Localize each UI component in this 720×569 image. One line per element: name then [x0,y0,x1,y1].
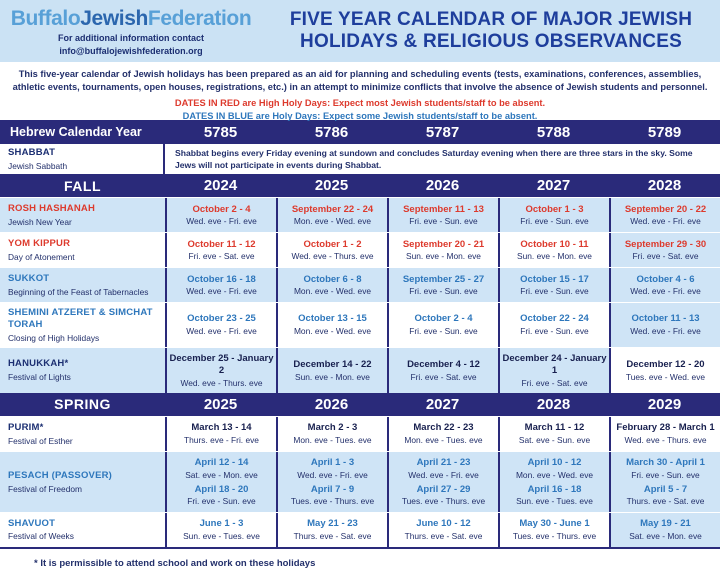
holiday-dates: October 2 - 4 [414,313,473,325]
holiday-dates: March 2 - 3 [307,422,358,434]
hebrew-year-5788: 5788 [536,123,571,141]
spring-year-2025: 2025 [203,395,238,413]
holiday-subtitle: Festival of Weeks [8,531,74,542]
holiday-eve-days: Wed. eve - Thurs. eve [291,251,374,262]
holiday-eve-days: Fri. eve - Sun. eve [520,286,589,297]
intro-paragraph: This five-year calendar of Jewish holidays has been prepared as an aid for planning and scheduling events (tests, examinations, conferences, assemblies, athletic events, tournaments, open houses, registrations, etc.) in an attempt to minimize conflicts that involve the absence of Jewish students and personnel. [12,69,708,93]
holiday-eve-days: Tues. eve - Thurs. eve [512,530,597,541]
calendar-table [0,120,720,549]
holiday-eve-days: Wed. eve - Fri. eve [630,286,701,297]
date-cell [498,452,609,512]
holiday-eve-days: Wed. eve - Fri. eve [630,216,701,227]
date-cell [387,198,498,232]
holiday-eve-days: Sun. eve - Tues. eve [516,496,593,507]
observance-period [629,518,702,541]
date-cell [276,233,387,267]
date-cell [165,233,276,267]
holiday-dates: April 1 - 3 [310,456,355,468]
holiday-label-cell [0,303,165,347]
holiday-eve-days: Wed. eve - Fri. eve [630,326,701,337]
spring-holiday-row [0,416,720,451]
date-cell [165,348,276,393]
date-cell [276,348,387,393]
holiday-dates: April 10 - 12 [527,456,582,468]
holiday-eve-days: Tues. eve - Thurs. eve [401,496,486,507]
holiday-eve-days: Mon. eve - Wed. eve [293,286,372,297]
holiday-name: SUKKOT [8,273,50,285]
observance-period [625,239,706,262]
fall-year-2026: 2026 [425,177,460,194]
holiday-eve-days: Fri. eve - Sun. eve [409,326,478,337]
holiday-name: PESACH (PASSOVER) [8,469,113,481]
hebrew-year-bar [0,120,720,144]
fall-holiday-row [0,232,720,267]
holiday-eve-days: Tues. eve - Thurs. eve [290,496,375,507]
observance-period [502,353,607,388]
holiday-name: SHAVUOT [8,517,56,529]
fall-holiday-row [0,302,720,347]
observance-period [186,204,257,227]
holiday-dates: December 12 - 20 [626,358,705,370]
hebrew-year-5785: 5785 [203,123,238,141]
observance-period [297,457,368,480]
holiday-dates: October 10 - 11 [520,238,589,250]
holiday-eve-days: Mon. eve - Tues. eve [404,435,483,446]
observance-period [408,457,479,480]
date-cell [498,198,609,232]
holiday-eve-days: Fri. eve - Sat. eve [521,377,588,388]
fall-year-2024: 2024 [203,177,238,194]
date-cell [165,452,276,512]
holiday-eve-days: Wed. eve - Fri. eve [186,286,257,297]
observance-period [626,359,705,382]
date-cell [276,513,387,547]
observance-period [185,457,258,480]
holiday-dates: October 1 - 3 [525,203,584,215]
date-cell [165,513,276,547]
observance-period [187,484,255,507]
holiday-eve-days: Fri. eve - Sun. eve [631,469,700,480]
date-cell [387,268,498,302]
fall-label: FALL [64,177,101,194]
holiday-dates: September 20 - 22 [624,203,707,215]
holiday-label-cell [0,417,165,451]
observance-period [520,204,588,227]
contact-info [0,32,262,57]
holiday-name: YOM KIPPUR [8,238,71,250]
date-cell [387,417,498,451]
holiday-dates: December 24 - January 1 [502,352,607,376]
fall-holiday-row [0,267,720,302]
holiday-label-cell [0,452,165,512]
holiday-dates: October 23 - 25 [187,313,256,325]
spring-year-2026: 2026 [314,395,349,413]
holiday-eve-days: Fri. eve - Sun. eve [520,216,589,227]
holiday-dates: October 1 - 2 [303,238,362,250]
observance-period [520,313,589,336]
holiday-name: PURIM* [8,421,44,433]
date-cell [498,513,609,547]
spring-year-2027: 2027 [425,395,460,413]
spring-label: SPRING [54,396,111,413]
holiday-name: SHABBAT [8,147,56,158]
holiday-dates: October 16 - 18 [187,273,256,285]
date-cell [498,417,609,451]
observance-period [405,518,483,541]
date-cell [165,268,276,302]
date-cell [165,417,276,451]
holiday-subtitle: Festival of Esther [8,435,73,446]
observance-period [187,239,255,262]
holiday-dates: December 25 - January 2 [169,352,274,376]
holiday-dates: October 11 - 13 [631,313,700,325]
date-cell [609,233,720,267]
holiday-label-cell [0,268,165,302]
holiday-dates: October 4 - 6 [636,273,695,285]
observance-period [294,518,372,541]
holiday-label-cell [0,198,165,232]
holiday-dates: March 13 - 14 [191,422,252,434]
holiday-dates: September 29 - 30 [624,238,707,250]
contact-line: For additional information contact [58,33,204,43]
observance-period [403,239,484,262]
date-cell [276,417,387,451]
holiday-subtitle: Closing of High Holidays [8,332,100,343]
observance-period [407,359,480,382]
holiday-label-cell [0,233,165,267]
holiday-name: ROSH HASHANAH [8,203,96,215]
holiday-eve-days: Sun. eve - Mon. eve [406,251,481,262]
header-band [0,0,720,62]
observance-period [627,484,705,507]
holiday-dates: April 16 - 18 [527,483,582,495]
observance-period [291,239,373,262]
fall-bar [0,174,720,197]
holiday-label-cell [0,513,165,547]
holiday-subtitle: Festival of Lights [8,372,71,383]
holiday-eve-days: Mon. eve - Wed. eve [293,326,372,337]
holiday-dates: April 21 - 23 [416,456,471,468]
holiday-eve-days: Fri. eve - Sun. eve [187,496,256,507]
date-cell [609,452,720,512]
holiday-subtitle: Day of Atonement [8,251,75,262]
holiday-dates: October 2 - 4 [192,203,251,215]
holiday-eve-days: Thurs. eve - Sat. eve [404,530,483,541]
spring-year-2029: 2029 [647,395,682,413]
date-cell [387,348,498,393]
shabbat-row [0,144,720,174]
title-line-1: FIVE YEAR CALENDAR OF MAJOR JEWISH [289,9,693,30]
observance-period [184,422,259,445]
holiday-eve-days: Wed. eve - Thurs. eve [180,377,263,388]
holiday-dates: February 28 - March 1 [616,422,715,434]
holiday-dates: March 11 - 12 [524,422,585,434]
spring-bar [0,393,720,416]
holiday-subtitle: Jewish Sabbath [8,160,68,171]
fall-section [0,174,720,393]
hebrew-year-label: Hebrew Calendar Year [10,125,142,139]
shabbat-description: Shabbat begins every Friday evening at sundown and concludes Saturday evening when there are three stars in the sky. Some Jews will not participate in events during Shabbat. [175,148,693,171]
holiday-name: HANUKKAH* [8,358,69,370]
holiday-eve-days: Wed. eve - Fri. eve [408,469,479,480]
date-cell [276,303,387,347]
holiday-eve-days: Fri. eve - Sat. eve [632,251,699,262]
holiday-dates: May 30 - June 1 [519,518,590,530]
observance-period [293,422,371,445]
holiday-eve-days: Wed. eve - Thurs. eve [624,435,707,446]
fall-year-2025: 2025 [314,177,349,194]
date-cell [165,303,276,347]
date-cell [276,268,387,302]
observance-period [404,422,482,445]
observance-period [293,359,371,382]
observance-period [291,484,374,507]
fall-year-2027: 2027 [536,177,571,194]
observance-period [403,204,484,227]
holiday-eve-days: Sun. eve - Tues. eve [183,530,260,541]
observance-period [626,457,705,480]
date-cell [387,233,498,267]
holiday-eve-days: Sat. eve - Mon. eve [629,530,702,541]
holiday-eve-days: Wed. eve - Fri. eve [297,469,368,480]
observance-period [630,313,701,336]
holiday-dates: December 14 - 22 [293,358,372,370]
holiday-eve-days: Fri. eve - Sat. eve [410,371,477,382]
intro-band [0,62,720,120]
holiday-dates: September 20 - 21 [402,238,485,250]
holiday-dates: March 30 - April 1 [626,456,705,468]
observance-period [616,422,714,445]
holiday-dates: June 1 - 3 [199,518,244,530]
federation-logo [0,7,262,31]
observance-period [294,313,371,336]
holiday-dates: October 6 - 8 [303,273,362,285]
holiday-dates: October 13 - 15 [298,313,367,325]
holiday-dates: September 22 - 24 [291,203,374,215]
holiday-eve-days: Thurs. eve - Fri. eve [184,435,259,446]
observance-period [625,204,706,227]
holiday-name: SHEMINI ATZERET & SIMCHAT TORAH [8,307,153,330]
holiday-eve-days: Sat. eve - Sun. eve [518,435,591,446]
logo-buffalo: Buffalo [10,7,81,30]
holiday-eve-days: Thurs. eve - Sat. eve [626,496,705,507]
fall-year-2028: 2028 [647,177,682,194]
date-cell [609,417,720,451]
date-cell [609,303,720,347]
date-cell [276,198,387,232]
holiday-eve-days: Fri. eve - Sat. eve [188,251,255,262]
date-cell [609,513,720,547]
date-cell [387,452,498,512]
date-cell [387,513,498,547]
spring-year-2028: 2028 [536,395,571,413]
date-cell [276,452,387,512]
holiday-dates: October 11 - 12 [187,238,256,250]
legend-high-holy-days: DATES IN RED are High Holy Days: Expect most Jewish students/staff to be absent. [174,97,546,108]
spring-holiday-row [0,451,720,512]
fall-holiday-row [0,347,720,393]
logo-block [0,0,262,62]
holiday-eve-days: Mon. eve - Tues. eve [293,435,372,446]
observance-period [294,274,371,297]
contact-email: info@buffalojewishfederation.org [59,45,203,56]
holiday-eve-days: Sun. eve - Mon. eve [295,371,370,382]
hebrew-year-5786: 5786 [314,123,349,141]
holiday-eve-days: Wed. eve - Fri. eve [186,216,257,227]
holiday-dates: April 27 - 29 [416,483,471,495]
date-cell [609,348,720,393]
holiday-dates: October 15 - 17 [520,273,589,285]
observance-period [186,274,257,297]
observance-period [517,239,592,262]
holiday-subtitle: Beginning of the Feast of Tabernacles [8,286,149,297]
holiday-label-cell [0,348,165,393]
holiday-subtitle: Jewish New Year [8,216,72,227]
footnote: * It is permissible to attend school and work on these holidays [0,549,720,569]
fall-holiday-row [0,197,720,232]
observance-period [520,274,589,297]
holiday-eve-days: Wed. eve - Fri. eve [186,326,257,337]
holiday-dates: April 18 - 20 [194,483,249,495]
observance-period [516,484,593,507]
holiday-dates: May 21 - 23 [307,518,358,530]
title-line-2: HOLIDAYS & RELIGIOUS OBSERVANCES [300,30,682,52]
observance-period [292,204,373,227]
holiday-eve-days: Sun. eve - Mon. eve [517,251,592,262]
date-cell [165,198,276,232]
holiday-eve-days: Tues. eve - Wed. eve [625,371,706,382]
logo-jewish: Jewish [80,7,148,30]
holiday-dates: May 19 - 21 [640,518,691,530]
observance-period [630,274,701,297]
holiday-eve-days: Fri. eve - Sun. eve [409,286,478,297]
observance-period [169,353,274,388]
logo-federation: Federation [147,7,252,30]
holiday-dates: June 10 - 12 [416,518,471,530]
holiday-dates: April 12 - 14 [194,456,249,468]
holiday-eve-days: Mon. eve - Wed. eve [515,469,594,480]
holiday-dates: April 7 - 9 [310,483,355,495]
observance-period [409,313,477,336]
date-cell [498,348,609,393]
holiday-eve-days: Fri. eve - Sun. eve [409,216,478,227]
observance-period [402,484,485,507]
observance-period [519,422,590,445]
date-cell [609,268,720,302]
holiday-eve-days: Thurs. eve - Sat. eve [293,530,372,541]
date-cell [498,233,609,267]
observance-period [183,518,260,541]
spring-holiday-row [0,512,720,547]
shabbat-label-cell [0,144,165,175]
holiday-subtitle: Festival of Freedom [8,483,83,494]
date-cell [498,268,609,302]
observance-period [403,274,484,297]
holiday-dates: April 5 - 7 [643,483,688,495]
spring-section [0,393,720,547]
holiday-eve-days: Mon. eve - Wed. eve [293,216,372,227]
observance-period [513,518,596,541]
observance-period [186,313,257,336]
hebrew-year-5789: 5789 [647,123,682,141]
date-cell [498,303,609,347]
holiday-dates: September 11 - 13 [403,203,484,215]
date-cell [609,198,720,232]
page-title [262,0,720,62]
legend-holy-days: DATES IN BLUE are Holy Days: Expect some Jewish students/staff to be absent. [182,110,538,121]
hebrew-year-5787: 5787 [425,123,460,141]
observance-period [516,457,593,480]
holiday-dates: December 4 - 12 [407,358,480,370]
holiday-eve-days: Sat. eve - Mon. eve [185,469,258,480]
holiday-dates: March 22 - 23 [413,422,474,434]
holiday-dates: October 22 - 24 [520,313,589,325]
holiday-eve-days: Fri. eve - Sun. eve [520,326,589,337]
date-cell [387,303,498,347]
holiday-dates: September 25 - 27 [402,273,485,285]
